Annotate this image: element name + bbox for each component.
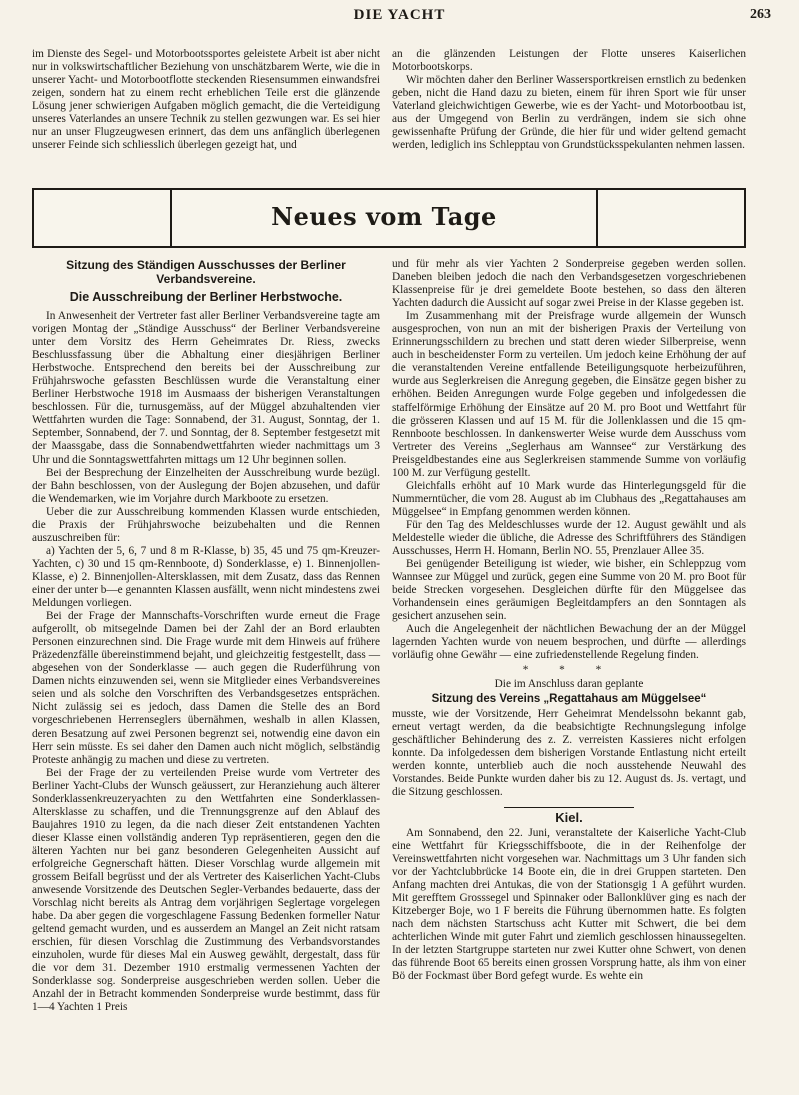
paragraph: Wir möchten daher den Berliner Wassersportkreisen ernstlich zu bedenken geben, nicht die Hand dazu zu bieten, einem für ihren Sport wie für unser Vaterland gleichwichtigen Gewerbe, wie es der Yacht- und Motorbootbau ist, aus der Umgegend von Berlin zu verdrängen, indem sie sich ohne gewissenhafte Prüfung der Gründe, die hier für und wider geltend gemacht werden, lediglich ins Schlepptau von Grundstücksspekulanten nehmen lassen. (392, 74, 746, 152)
section-banner (32, 188, 746, 248)
paragraph: Bei der Frage der Mannschafts-Vorschriften wurde erneut die Frage aufgerollt, ob mitsegelnde Damen bei der Zahl der an Bord erlaubten Personen einzurechnen sind. Die Frage wurde mit dem Hinweis auf frühere Präzedenzfälle übereinstimmend bejaht, und gleichzeitig festgestellt, dass — abgesehen von der Sonderklasse — auch gegen die Ruderführung von Damen nichts einzuwenden sei, wenn sie Mitglieder eines Verbandsvereines seien und als solche den Vorschriften des Verbandsgesetzes entsprächen. Nicht zulässig sei es jedoch, dass Damen die Stelle des an Bord vorgeschriebenen Herrenseglers übernähmen, weshalb in allen Klassen, deren Besatzung auf zwei Personen begrenzt sei, notwendig eine davon ein Herr sein müsste. Es sei daher den Damen auch nicht möglich, selbständig Proteste anhängig zu machen und diese zu vertreten. (32, 610, 380, 766)
paragraph: Auch die Angelegenheit der nächtlichen Bewachung der an der Müggel lagernden Yachten wurde von neuem besprochen, und dürfte — allerdings vorläufig ohne Gewähr — eine zufriedenstellende Regelung finden. (392, 623, 746, 662)
top-left-column (32, 48, 380, 152)
paragraph: Bei der Besprechung der Einzelheiten der Ausschreibung wurde bezügl. der Bahn beschlossen, von der Auslegung der Bojen abzusehen, und dafür die Wendemarken, wie im Vorjahre durch Markboote zu ersetzen. (32, 466, 380, 505)
article-subheading: Sitzung des Vereins „Regattahaus am Müggelsee“ (431, 692, 707, 705)
banner-title-box (170, 190, 598, 246)
article-heading: Sitzung des Ständigen Ausschusses der Berliner Verbandsvereine. (66, 258, 346, 286)
intro-line: Die im Anschluss daran geplante (494, 677, 644, 690)
paragraph: Für den Tag des Meldeschlusses wurde der 12. August gewählt und als Meldestelle wieder die übliche, die Adresse des Schriftführers des Ständigen Ausschusses, Herrn H. Homann, Berlin NO. 55, Prenzlauer Allee 35. (392, 518, 746, 558)
paragraph: Ueber die zur Ausschreibung kommenden Klassen wurde entschieden, die Praxis der Frühjahrswoche beizubehalten und die Rennen auszuschreiben für: (32, 505, 380, 544)
paragraph: Am Sonnabend, den 22. Juni, veranstaltete der Kaiserliche Yacht-Club eine Wettfahrt für Kriegsschiffsboote, die in der Reihenfolge der Vereinswettfahrten nicht vorgesehen war. Nachmittags um 3 Uhr fanden sich vor der Yachtclubbrücke 14 Boote ein, die in drei Gruppen starteten. Den Anfang machten drei Antukas, die von der Stationsgig 1 A geführt wurden. Mit gerefftem Grosssegel und Spinnaker oder Ballonklüver ging es nach der Kitzeberger Boje, wo 1 F bereits die Führung übernommen hatte. Es folgten nach dem nächsten Startschuss acht Kutter mit Schwert, die bei dem achterlichen Winde mit guter Fahrt und ziemlich geschlossen hinaussegelten. In der letzten Startgruppe starteten nur zwei Kutter ohne Schwert, von denen das führende Boot 65 bereits einen grossen Vorsprung hatte, als ihm von einer Bö der Fockmast über Bord gefegt wurde. Es wehte ein (392, 826, 746, 983)
paragraph: Gleichfalls erhöht auf 10 Mark wurde das Hinterlegungsgeld für die Nummerntücher, die vom 28. August ab im Clubhaus des „Regattahauses am Müggelsee“ in Empfang genommen werden können. (392, 479, 746, 518)
paragraph: musste, wie der Vorsitzende, Herr Geheimrat Mendelssohn bekannt gab, erneut vertagt werden, da die beabsichtigte Rechnungslegung infolge geschäftlicher Behinderung des z. Z. verreisten Kassieres nicht erfolgen konnte. Da infolgedessen dem bisherigen Vorstande Entlastung nicht erteilt werden konnte, unterblieb auch die noch ausstehende Neuwahl des Vorstandes. Beide Punkte wurden daher bis zu 12. August ds. Js. vertagt, und die Sitzung geschlossen. (392, 707, 746, 798)
paragraph: und für mehr als vier Yachten 2 Sonderpreise gegeben werden sollen. Daneben bleiben jedoch die nach den Verbandsgesetzen vorgeschriebenen Klassenpreise für je drei gemeldete Boote bestehen, so dass den älteren Yachten dadurch die Aussicht auf sogar zwei Preise in der Klasse gegeben ist. (392, 258, 746, 310)
right-column (392, 258, 746, 984)
paragraph: an die glänzenden Leistungen der Flotte unseres Kaiserlichen Motorbootskorps. (392, 48, 746, 74)
paragraph: Bei genügender Beteiligung ist wieder, wie bisher, ein Schleppzug vom Wannsee zur Müggel und zurück, gegen eine Summe von 20 M. pro Boot für beide Strecken vorgesehen. Desgleichen dürfte für den Müggelsee das Vorhandensein eines geräumigen Begleitdampfers an den Sonntagen als gesichert anzusehen sein. (392, 558, 746, 623)
article-subheading: Die Ausschreibung der Berliner Herbstwoche. (69, 290, 343, 304)
paragraph: In Anwesenheit der Vertreter fast aller Berliner Verbandsvereine tagte am vorigen Montag der „Ständige Ausschuss“ der Berliner Verbandsvereine unter dem Vorsitz des Herrn Geheimrates Dr. Riess, zwecks Beschlussfassung über die Abhaltung einer diesjährigen Berliner Herbstwoche. Entsprechend den bereits bei der Ausschreibung zur Frühjahrswoche gefassten Beschlüssen wurde die Veranstaltung einer Berliner Herbstwoche 1918 im Ausmaass der bisherigen Veranstaltungen beschlossen. Für die, turnusgemäss, auf der Müggel abzuhaltenden vier Wettfahrten wurden die Tage: Sonnabend, der 31. August, Sonntag, der 1. September, Sonnabend, der 7. und Sonntag, der 8. September festgesetzt mit der Maassgabe, dass die Sonnabendwettfahrten wieder nachmittags um 3 Uhr und die Sonntagswettfahrten mittags um 12 Uhr beginnen sollen. (32, 310, 380, 466)
left-column (32, 258, 380, 1015)
paragraph: a) Yachten der 5, 6, 7 und 8 m R-Klasse, b) 35, 45 und 75 qm-Kreuzer-Yachten, c) 30 und 15 qm-Rennboote, d) Sonderklasse, e) 1. Binnenjollen-Klasse, e) 2. Binnenjollen-Altersklassen, mit dem Zusatz, dass das Rennen einer der unter b—e genannten Klassen ausfällt, wenn nicht mindestens zwei Meldungen vorliegen. (32, 544, 380, 610)
paragraph: Bei der Frage der zu verteilenden Preise wurde vom Vertreter des Berliner Yacht-Clubs der Wunsch geäussert, zur Heranziehung auch älterer Sonderklassenkreuzeryachten zu den Wettfahrten eine Sonderklassen-Altersklasse zu schaffen, und die Trennungsgrenze auf den Ablauf des Baujahres 1910 zu legen, da die nach dieser Zeit entstandenen Yachten dieser Klasse einen vollständig anderen Typ repräsentieren, gegen den die älteren Yachten nur bei ganz besonderen Gelegenheiten Aussicht auf erfolgreiche Gegnerschaft hätten. Dieser Vorschlag wurde allgemein mit grossem Beifall begrüsst und der als Vertreter des Kaiserlichen Yacht-Clubs anwesende Vorsitzende des Deutschen Segler-Verbandes bedauerte, dass der Vorschlag nicht bereits als Antrag dem vorjährigen Seglertage vorgelegen habe. Da aber gegen die vorgeschlagene Fassung Bedenken formeller Natur geltend gemacht wurden, und es ausserdem an Mangel an Zeit nicht ratsam erschien, für diesen Vorschlag die Zustimmung des Verbandsvorstandes einzuholen, wurde für dieses Mal ein Ausweg gewählt, dergestalt, dass für die vor dem 31. Dezember 1910 erstmalig vermessenen Yachten der Sonderklasse sog. Sonderpreise ausgeschrieben werden sollen. Ueber die Anzahl der in Betracht kommenden Sonderpreise wurde bestimmt, dass für 1—4 Yachten 1 Preis (32, 766, 380, 1014)
paragraph: Im Zusammenhang mit der Preisfrage wurde allgemein der Wunsch ausgesprochen, von nun an mit der bisherigen Praxis der Verteilung von Erinnerungsschildern zu brechen und statt deren wieder Silberpreise, wenn auch in bescheidenster Form zu verteilen. Um jedoch keine Erhöhung der auf die veranstaltenden Vereine entfallende Beteiligungsquote herbeizuführen, wurde aus Seglerkreisen die Anregung gegeben, die Einsätze gegen bisher zu erhöhen. Beiden Anregungen wurde Folge gegeben und infolgedessen die staffelförmige Erhöhung der Einsätze auf 20 M. pro Boot und Wettfahrt für die grösseren Klassen und auf 15 M. für die Jollenklassen und die 15 qm-Rennboote beschlossen. In dankenswerter Weise wurde dem Ausschuss vom Vertreter des Vereins „Seglerhaus am Wannsee“ zur Verstärkung des Preisgeldbestandes eine aus Seglerkreisen stammende Summe von vorläufig 100 M. zur Verfügung gestellt. (392, 310, 746, 479)
section-separator: * * * (522, 664, 616, 677)
article-heading: Kiel. (555, 809, 583, 825)
top-right-column (392, 48, 746, 152)
page-number: 263 (750, 7, 771, 22)
divider (504, 807, 634, 808)
journal-title: DIE YACHT (353, 7, 446, 23)
banner-title: Neues vom Tage (271, 202, 497, 231)
page-header (0, 4, 799, 24)
paragraph: im Dienste des Segel- und Motorbootssportes geleistete Arbeit ist aber nicht nur in volkswirtschaftlicher Beziehung von unschätzbarem Werte, wie die in unserer Yacht- und Motorbootflotte steckenden Riesensummen einwandsfrei zeigen, sondern hat zu einem recht erheblichen Teile erst die glänzende Lösung jener schwierigen Aufgaben möglich gemacht, die die Verteidigung unseres Vaterlandes an unsere Technik zu stellen gezwungen war. Es sei hier nur an unser Flugzeugwesen erinnert, das dem uns anfänglich überlegenen unserer Feinde sich schliesslich überlegen gezeigt hat, und (32, 48, 380, 152)
